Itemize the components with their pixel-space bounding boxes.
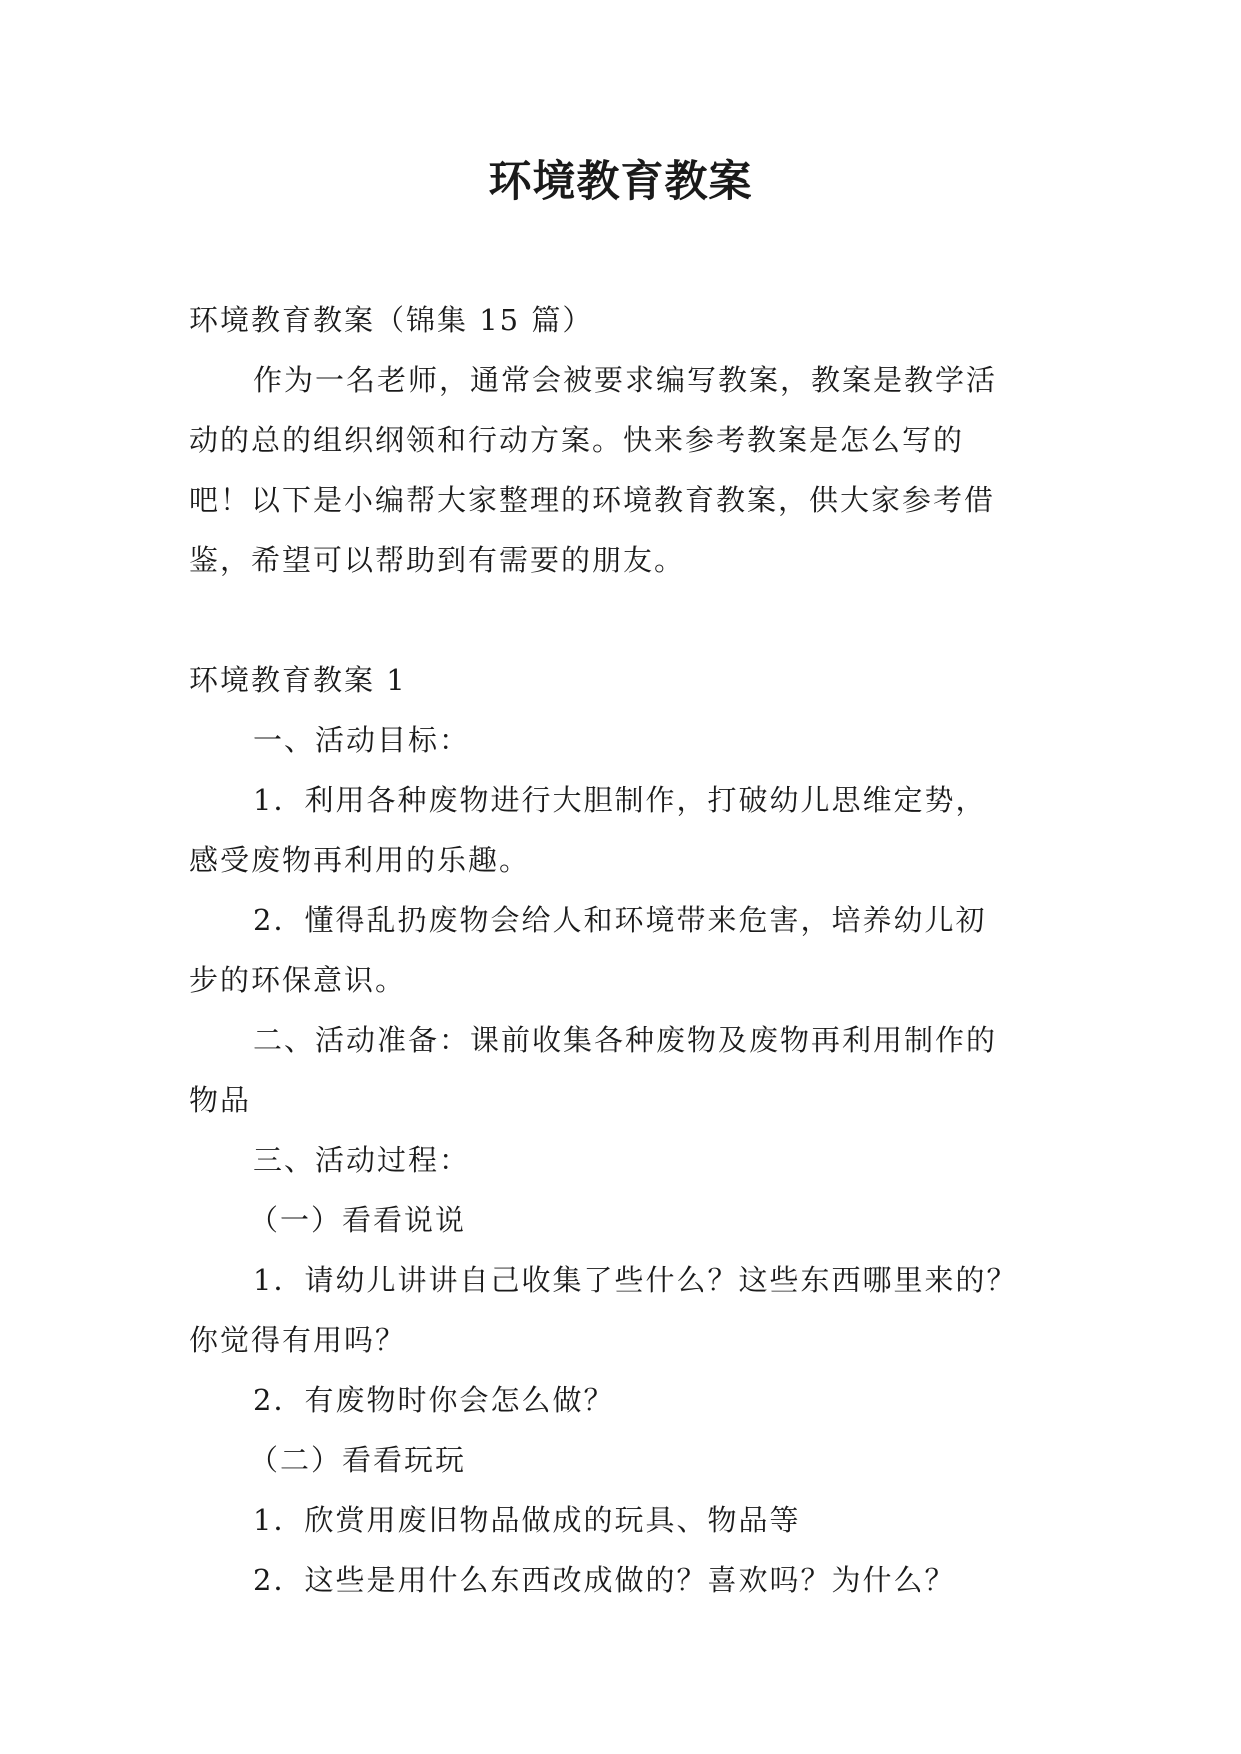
intro-line: 作为一名老师，通常会被要求编写教案，教案是教学活: [253, 363, 998, 397]
goals-heading: 一、活动目标：: [253, 723, 471, 757]
part-heading: （一）看看说说: [249, 1203, 467, 1237]
subtitle: 环境教育教案（锦集 15 篇）: [189, 303, 594, 337]
goal-item-continued: 步的环保意识。: [189, 963, 407, 997]
goal-item: 1．利用各种废物进行大胆制作，打破幼儿思维定势，: [253, 783, 987, 817]
preparation-text: 二、活动准备：课前收集各种废物及废物再利用制作的: [253, 1023, 998, 1057]
intro-line: 吧！以下是小编帮大家整理的环境教育教案，供大家参考借: [189, 483, 996, 517]
preparation-text-continued: 物品: [189, 1083, 252, 1117]
process-item: 2．这些是用什么东西改成做的？喜欢吗？为什么？: [253, 1563, 956, 1597]
process-heading: 三、活动过程：: [253, 1143, 471, 1177]
process-item: 1．请幼儿讲讲自己收集了些什么？这些东西哪里来的？: [253, 1263, 1018, 1297]
paragraph-gap: [189, 590, 1055, 650]
part-heading: （二）看看玩玩: [249, 1443, 467, 1477]
intro-line: 鉴，希望可以帮助到有需要的朋友。: [189, 543, 686, 577]
goal-item-continued: 感受废物再利用的乐趣。: [189, 843, 531, 877]
intro-line: 动的总的组织纲领和行动方案。快来参考教案是怎么写的: [189, 423, 965, 457]
section-heading: 环境教育教案 1: [189, 663, 407, 697]
process-item: 2．有废物时你会怎么做？: [253, 1383, 615, 1417]
document-body: [189, 290, 1055, 1610]
process-item: 1．欣赏用废旧物品做成的玩具、物品等: [253, 1503, 801, 1537]
document-title: 环境教育教案: [488, 157, 753, 207]
process-item-continued: 你觉得有用吗？: [189, 1323, 407, 1357]
goal-item: 2．懂得乱扔废物会给人和环境带来危害，培养幼儿初: [253, 903, 987, 937]
